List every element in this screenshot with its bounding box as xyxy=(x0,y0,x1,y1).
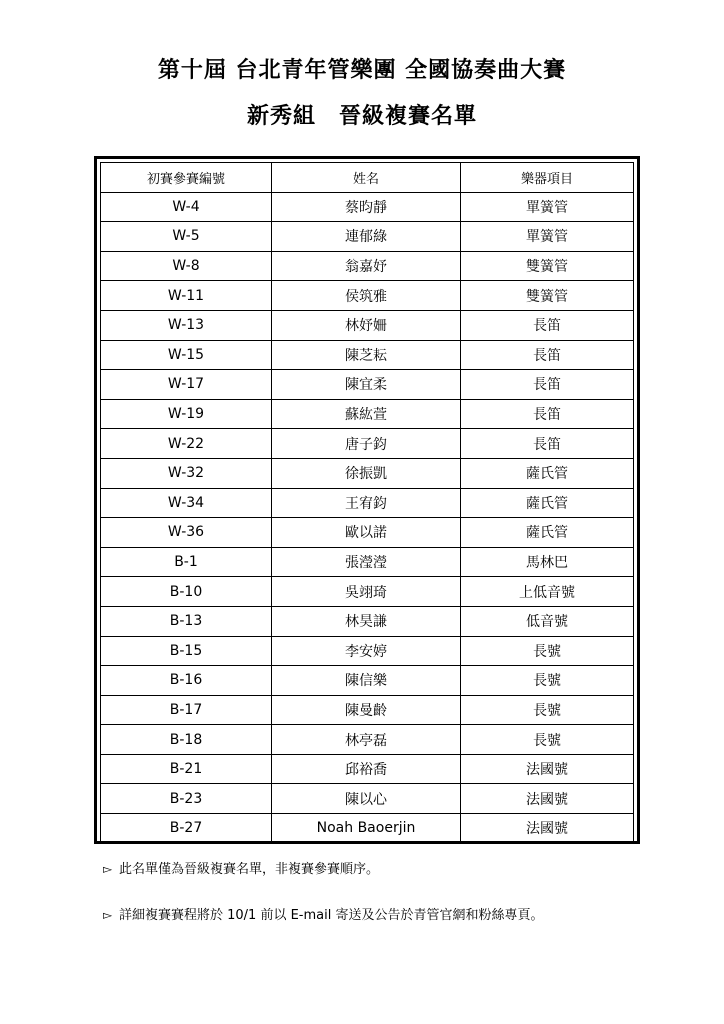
results-table xyxy=(100,162,634,844)
cell-instrument: 低音號 xyxy=(461,606,634,636)
cell-id: B-1 xyxy=(101,547,272,577)
cell-name: 陳信樂 xyxy=(272,666,461,696)
cell-instrument: 長笛 xyxy=(461,399,634,429)
cell-name: 蘇紘萱 xyxy=(272,399,461,429)
cell-id: B-27 xyxy=(101,814,272,844)
cell-instrument: 長號 xyxy=(461,666,634,696)
cell-name: 吳翊琦 xyxy=(272,577,461,607)
cell-instrument: 單簧管 xyxy=(461,192,634,222)
cell-id: B-10 xyxy=(101,577,272,607)
note-text: 此名單僅為晉級複賽名單，非複賽參賽順序。 xyxy=(119,862,380,877)
table-row xyxy=(101,458,634,488)
cell-name: 歐以諾 xyxy=(272,518,461,548)
cell-id: B-17 xyxy=(101,695,272,725)
cell-name: 林亭磊 xyxy=(272,725,461,755)
cell-id: B-13 xyxy=(101,606,272,636)
cell-instrument: 法國號 xyxy=(461,754,634,784)
cell-id: B-23 xyxy=(101,784,272,814)
cell-instrument: 雙簧管 xyxy=(461,251,634,281)
cell-id: W-19 xyxy=(101,399,272,429)
table-header-row xyxy=(101,163,634,193)
cell-id: B-18 xyxy=(101,725,272,755)
table-row xyxy=(101,251,634,281)
cell-id: W-22 xyxy=(101,429,272,459)
table-row xyxy=(101,340,634,370)
cell-id: B-16 xyxy=(101,666,272,696)
cell-instrument: 長笛 xyxy=(461,310,634,340)
table-row xyxy=(101,429,634,459)
cell-name: 張瀅瀅 xyxy=(272,547,461,577)
cell-name: 唐子鈞 xyxy=(272,429,461,459)
table-row xyxy=(101,666,634,696)
cell-instrument: 薩氏管 xyxy=(461,518,634,548)
cell-name: 林昊謙 xyxy=(272,606,461,636)
cell-id: B-15 xyxy=(101,636,272,666)
table-row xyxy=(101,547,634,577)
table-row xyxy=(101,814,634,844)
cell-instrument: 法國號 xyxy=(461,814,634,844)
cell-id: W-13 xyxy=(101,310,272,340)
cell-id: W-4 xyxy=(101,192,272,222)
cell-instrument: 薩氏管 xyxy=(461,488,634,518)
cell-instrument: 長笛 xyxy=(461,370,634,400)
cell-name: 陳曼齡 xyxy=(272,695,461,725)
cell-instrument: 法國號 xyxy=(461,784,634,814)
note-1 xyxy=(103,858,703,877)
table-row xyxy=(101,310,634,340)
cell-instrument: 雙簧管 xyxy=(461,281,634,311)
cell-id: B-21 xyxy=(101,754,272,784)
header-instrument: 樂器項目 xyxy=(461,163,634,193)
cell-name: 連郁綠 xyxy=(272,222,461,252)
cell-name: 侯筑雅 xyxy=(272,281,461,311)
cell-instrument: 長號 xyxy=(461,725,634,755)
table-row xyxy=(101,281,634,311)
note-2 xyxy=(103,904,703,923)
cell-instrument: 長號 xyxy=(461,636,634,666)
cell-name: 翁嘉妤 xyxy=(272,251,461,281)
cell-instrument: 長笛 xyxy=(461,429,634,459)
cell-id: W-36 xyxy=(101,518,272,548)
table-row xyxy=(101,577,634,607)
cell-name: 陳宜柔 xyxy=(272,370,461,400)
cell-instrument: 薩氏管 xyxy=(461,458,634,488)
cell-name: 林妤姍 xyxy=(272,310,461,340)
cell-name: 李安婷 xyxy=(272,636,461,666)
cell-id: W-17 xyxy=(101,370,272,400)
cell-id: W-34 xyxy=(101,488,272,518)
table-row xyxy=(101,636,634,666)
table-row xyxy=(101,754,634,784)
table-row xyxy=(101,784,634,814)
cell-instrument: 上低音號 xyxy=(461,577,634,607)
arrow-bullet-icon: ▻ xyxy=(103,908,113,922)
cell-name: 陳以心 xyxy=(272,784,461,814)
cell-instrument: 單簧管 xyxy=(461,222,634,252)
cell-instrument: 馬林巴 xyxy=(461,547,634,577)
table-row xyxy=(101,518,634,548)
table-row xyxy=(101,192,634,222)
cell-name: 陳芝耘 xyxy=(272,340,461,370)
table-row xyxy=(101,606,634,636)
table-row xyxy=(101,370,634,400)
cell-name: 蔡昀靜 xyxy=(272,192,461,222)
header-id: 初賽參賽編號 xyxy=(101,163,272,193)
cell-name: Noah Baoerjin xyxy=(272,814,461,844)
table-row xyxy=(101,488,634,518)
header-name: 姓名 xyxy=(272,163,461,193)
cell-instrument: 長號 xyxy=(461,695,634,725)
arrow-bullet-icon: ▻ xyxy=(103,862,113,876)
results-table-frame xyxy=(94,156,640,844)
cell-name: 邱裕喬 xyxy=(272,754,461,784)
cell-id: W-5 xyxy=(101,222,272,252)
cell-id: W-8 xyxy=(101,251,272,281)
cell-id: W-15 xyxy=(101,340,272,370)
note-text: 詳細複賽賽程將於 10/1 前以 E-mail 寄送及公告於青管官網和粉絲專頁。 xyxy=(119,908,544,923)
cell-name: 王宥鈞 xyxy=(272,488,461,518)
page-subtitle: 新秀組 晉級複賽名單 xyxy=(246,104,477,129)
table-row xyxy=(101,399,634,429)
table-row xyxy=(101,222,634,252)
page-title: 第十屆 台北青年管樂團 全國協奏曲大賽 xyxy=(157,58,567,83)
table-row xyxy=(101,725,634,755)
table-row xyxy=(101,695,634,725)
cell-name: 徐振凱 xyxy=(272,458,461,488)
cell-id: W-11 xyxy=(101,281,272,311)
cell-instrument: 長笛 xyxy=(461,340,634,370)
cell-id: W-32 xyxy=(101,458,272,488)
